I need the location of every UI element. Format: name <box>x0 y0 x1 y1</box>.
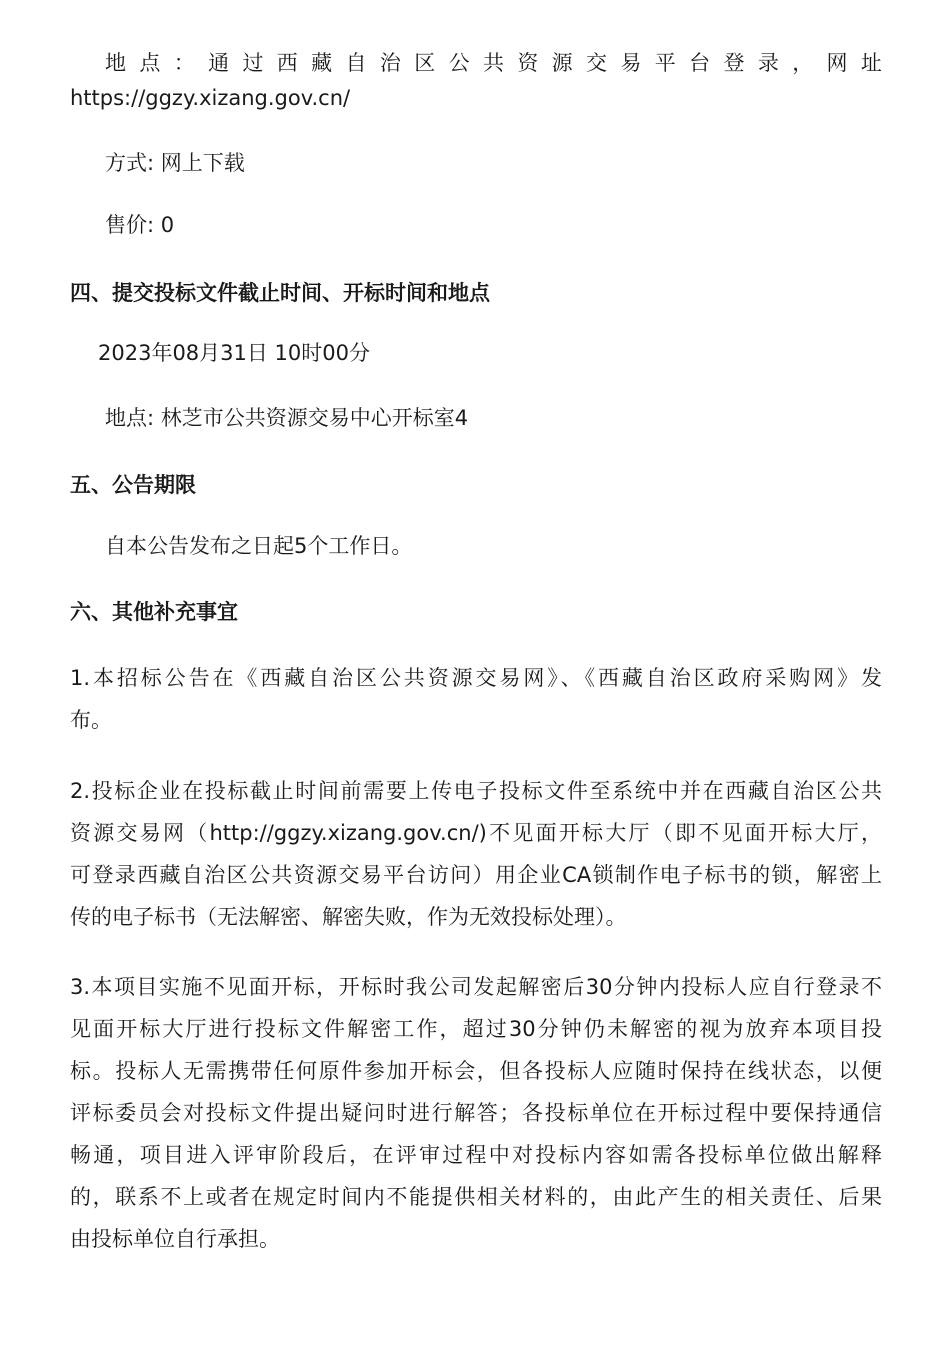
item3-line: 标。投标人无需携带任何原件参加开标会，但各投标人应随时保持在线状态，以便 <box>70 1059 882 1083</box>
item3-line: 评标委员会对投标文件提出疑问时进行解答；各投标单位在开标过程中要保持通信 <box>70 1101 882 1125</box>
document-price: 售价: 0 <box>105 213 175 237</box>
item3-line: 3.本项目实施不见面开标，开标时我公司发起解密后30分钟内投标人应自行登录不 <box>70 975 882 999</box>
section-heading-6: 六、其他补充事宜 <box>70 600 238 624</box>
item1-line: 1.本招标公告在《西藏自治区公共资源交易网》、《西藏自治区政府采购网》发 <box>70 666 882 690</box>
section-heading-5: 五、公告期限 <box>70 473 196 497</box>
item2-line: 可登录西藏自治区公共资源交易平台访问）用企业CA锁制作电子标书的锁，解密上 <box>70 863 882 887</box>
item2-line: 传的电子标书（无法解密、解密失败，作为无效投标处理）。 <box>70 905 627 929</box>
notice-period: 自本公告发布之日起5个工作日。 <box>105 534 413 558</box>
item1-line: 布。 <box>70 708 112 732</box>
item2-line: 2.投标企业在投标截止时间前需要上传电子投标文件至系统中并在西藏自治区公共 <box>70 779 882 803</box>
item2-line: 资源交易网（http://ggzy.xizang.gov.cn/)不见面开标大厅（即不见面开标大厅， <box>70 821 882 845</box>
section-heading-4: 四、提交投标文件截止时间、开标时间和地点 <box>70 281 490 305</box>
platform-url: https://ggzy.xizang.gov.cn/ <box>70 86 351 110</box>
item3-line: 见面开标大厅进行投标文件解密工作，超过30分钟仍未解密的视为放弃本项目投 <box>70 1017 882 1041</box>
item3-line: 的，联系不上或者在规定时间内不能提供相关材料的，由此产生的相关责任、后果 <box>70 1185 882 1209</box>
item3-line: 由投标单位自行承担。 <box>70 1227 280 1251</box>
location-line: 地 点 ： 通 过 西 藏 自 治 区 公 共 资 源 交 易 平 台 登 录 ， 网 址 <box>105 51 882 75</box>
acquisition-method: 方式: 网上下载 <box>105 151 245 175</box>
item3-line: 畅通，项目进入评审阶段后，在评审过程中对投标内容如需各投标单位做出解释 <box>70 1143 882 1167</box>
bid-opening-location: 地点: 林芝市公共资源交易中心开标室4 <box>105 406 469 430</box>
bid-deadline: 2023年08月31日 10时00分 <box>98 341 371 365</box>
